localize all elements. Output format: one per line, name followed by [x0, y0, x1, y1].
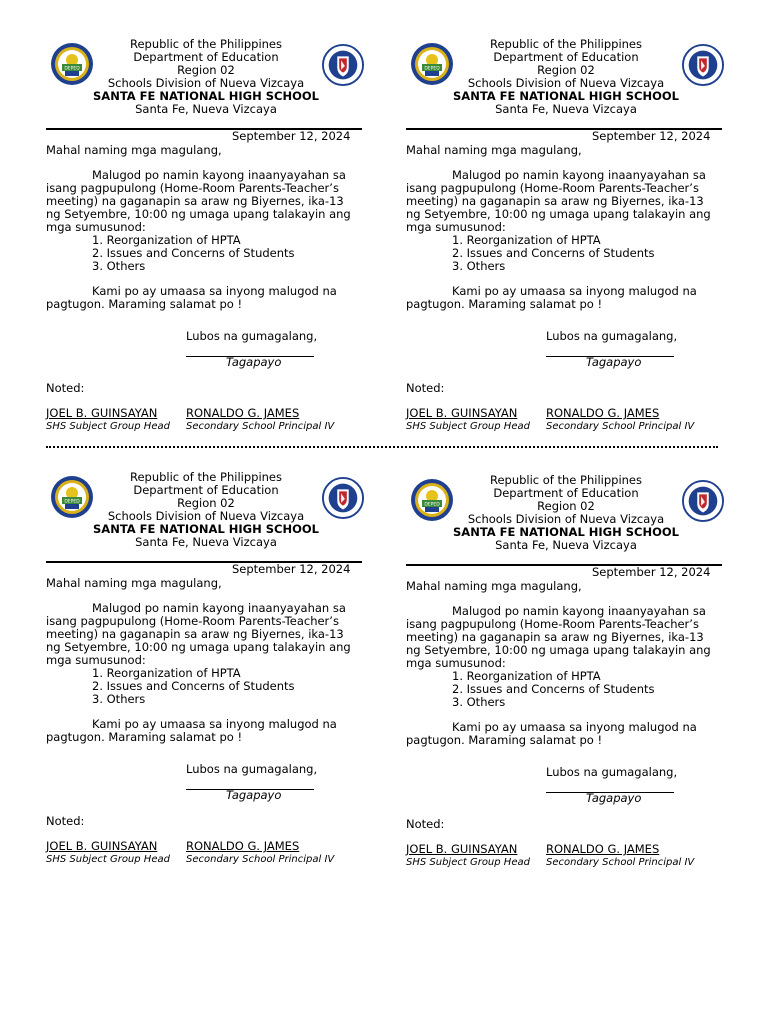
header-republic: Republic of the Philippines — [129, 470, 283, 484]
signatory-2-name: RONALDO G. JAMES — [186, 406, 300, 420]
signatory-2-name: RONALDO G. JAMES — [546, 842, 660, 856]
salutation: Mahal naming mga magulang, — [406, 579, 582, 593]
agenda-item-2: 2. Issues and Concerns of Students — [92, 679, 295, 693]
agenda-item-2: 2. Issues and Concerns of Students — [92, 246, 295, 260]
header-division: Schools Division of Nueva Vizcaya — [467, 76, 665, 90]
letter-header — [46, 38, 366, 116]
header-region: Region 02 — [177, 496, 235, 510]
signatory-1-name: JOEL B. GUINSAYAN — [46, 406, 158, 420]
adviser-title: Tagapayo — [226, 355, 282, 369]
closing-phrase: Lubos na gumagalang, — [546, 329, 678, 343]
invitation-letter-1 — [46, 38, 366, 458]
noted-label: Noted: — [406, 381, 445, 395]
header-school-name: SANTA FE NATIONAL HIGH SCHOOL — [453, 89, 679, 103]
agenda-item-3: 3. Others — [92, 692, 146, 706]
adviser-title: Tagapayo — [226, 788, 282, 802]
header-region: Region 02 — [537, 63, 595, 77]
header-school-name: SANTA FE NATIONAL HIGH SCHOOL — [93, 89, 319, 103]
header-division: Schools Division of Nueva Vizcaya — [467, 512, 665, 526]
header-location: Santa Fe, Nueva Vizcaya — [495, 538, 637, 552]
invitation-letter-3 — [46, 471, 366, 891]
noted-label: Noted: — [46, 814, 85, 828]
closing-paragraph: Kami po ay umaasa sa inyong malugod na pagtugon. Maraming salamat po ! — [406, 284, 697, 311]
seal-left-label: DEPED — [424, 502, 440, 508]
header-location: Santa Fe, Nueva Vizcaya — [495, 102, 637, 116]
header-department: Department of Education — [493, 486, 639, 500]
letter-date: September 12, 2024 — [232, 129, 351, 143]
letter-date: September 12, 2024 — [592, 565, 711, 579]
signatory-2-title: Secondary School Principal IV — [546, 857, 695, 868]
header-school-name: SANTA FE NATIONAL HIGH SCHOOL — [93, 522, 319, 536]
signatory-1-title: SHS Subject Group Head — [406, 857, 530, 868]
salutation: Mahal naming mga magulang, — [46, 143, 222, 157]
invitation-letter-4 — [406, 474, 726, 894]
header-location: Santa Fe, Nueva Vizcaya — [135, 102, 277, 116]
signatory-1-title: SHS Subject Group Head — [46, 421, 170, 432]
agenda-item-3: 3. Others — [452, 695, 506, 709]
signatory-2-title: Secondary School Principal IV — [546, 421, 695, 432]
signatory-2-name: RONALDO G. JAMES — [186, 839, 300, 853]
header-school-name: SANTA FE NATIONAL HIGH SCHOOL — [453, 525, 679, 539]
closing-phrase: Lubos na gumagalang, — [546, 765, 678, 779]
signatory-2-name: RONALDO G. JAMES — [546, 406, 660, 420]
seal-left-label: DEPED — [424, 66, 440, 72]
agenda-item-1: 1. Reorganization of HPTA — [452, 233, 601, 247]
header-division: Schools Division of Nueva Vizcaya — [107, 509, 305, 523]
header-department: Department of Education — [493, 50, 639, 64]
signatory-1-title: SHS Subject Group Head — [46, 854, 170, 865]
closing-paragraph: Kami po ay umaasa sa inyong malugod na pagtugon. Maraming salamat po ! — [406, 720, 697, 747]
closing-phrase: Lubos na gumagalang, — [186, 762, 318, 776]
invitation-paragraph: Malugod po namin kayong inaanyayahan sa isang pagpupulong (Home-Room Parents-Teacher’s meeting) na gaganapin sa araw ng Biyernes, ika-13 ng Setyembre, 10:00 ng umaga upang talakayin ang mga sumusunod: — [406, 604, 711, 670]
invitation-paragraph: Malugod po namin kayong inaanyayahan sa isang pagpupulong (Home-Room Parents-Teacher’s meeting) na gaganapin sa araw ng Biyernes, ika-13 ng Setyembre, 10:00 ng umaga upang talakayin ang mga sumusunod: — [406, 168, 711, 234]
agenda-item-1: 1. Reorganization of HPTA — [92, 666, 241, 680]
invitation-letter-2 — [406, 38, 726, 458]
header-republic: Republic of the Philippines — [489, 473, 643, 487]
header-region: Region 02 — [177, 63, 235, 77]
letter-date: September 12, 2024 — [592, 129, 711, 143]
header-department: Department of Education — [133, 50, 279, 64]
letter-header — [406, 474, 726, 552]
adviser-title: Tagapayo — [586, 355, 642, 369]
noted-label: Noted: — [46, 381, 85, 395]
seal-left-label: DEPED — [64, 499, 80, 505]
noted-label: Noted: — [406, 817, 445, 831]
letter-header — [406, 38, 726, 116]
closing-phrase: Lubos na gumagalang, — [186, 329, 318, 343]
letter-date: September 12, 2024 — [232, 562, 351, 576]
signatory-1-name: JOEL B. GUINSAYAN — [406, 406, 518, 420]
agenda-item-2: 2. Issues and Concerns of Students — [452, 246, 655, 260]
agenda-item-3: 3. Others — [92, 259, 146, 273]
letter-header — [46, 471, 366, 549]
adviser-title: Tagapayo — [586, 791, 642, 805]
header-department: Department of Education — [133, 483, 279, 497]
signatory-1-name: JOEL B. GUINSAYAN — [46, 839, 158, 853]
invitation-paragraph: Malugod po namin kayong inaanyayahan sa isang pagpupulong (Home-Room Parents-Teacher’s meeting) na gaganapin sa araw ng Biyernes, ika-13 ng Setyembre, 10:00 ng umaga upang talakayin ang mga sumusunod: — [46, 601, 351, 667]
agenda-item-3: 3. Others — [452, 259, 506, 273]
salutation: Mahal naming mga magulang, — [46, 576, 222, 590]
closing-paragraph: Kami po ay umaasa sa inyong malugod na pagtugon. Maraming salamat po ! — [46, 717, 337, 744]
agenda-item-1: 1. Reorganization of HPTA — [452, 669, 601, 683]
agenda-item-2: 2. Issues and Concerns of Students — [452, 682, 655, 696]
seal-left-label: DEPED — [64, 66, 80, 72]
header-region: Region 02 — [537, 499, 595, 513]
agenda-item-1: 1. Reorganization of HPTA — [92, 233, 241, 247]
closing-paragraph: Kami po ay umaasa sa inyong malugod na pagtugon. Maraming salamat po ! — [46, 284, 337, 311]
signatory-2-title: Secondary School Principal IV — [186, 854, 335, 865]
header-republic: Republic of the Philippines — [489, 37, 643, 51]
signatory-2-title: Secondary School Principal IV — [186, 421, 335, 432]
header-republic: Republic of the Philippines — [129, 37, 283, 51]
signatory-1-title: SHS Subject Group Head — [406, 421, 530, 432]
signatory-1-name: JOEL B. GUINSAYAN — [406, 842, 518, 856]
invitation-paragraph: Malugod po namin kayong inaanyayahan sa isang pagpupulong (Home-Room Parents-Teacher’s meeting) na gaganapin sa araw ng Biyernes, ika-13 ng Setyembre, 10:00 ng umaga upang talakayin ang mga sumusunod: — [46, 168, 351, 234]
salutation: Mahal naming mga magulang, — [406, 143, 582, 157]
header-division: Schools Division of Nueva Vizcaya — [107, 76, 305, 90]
header-location: Santa Fe, Nueva Vizcaya — [135, 535, 277, 549]
